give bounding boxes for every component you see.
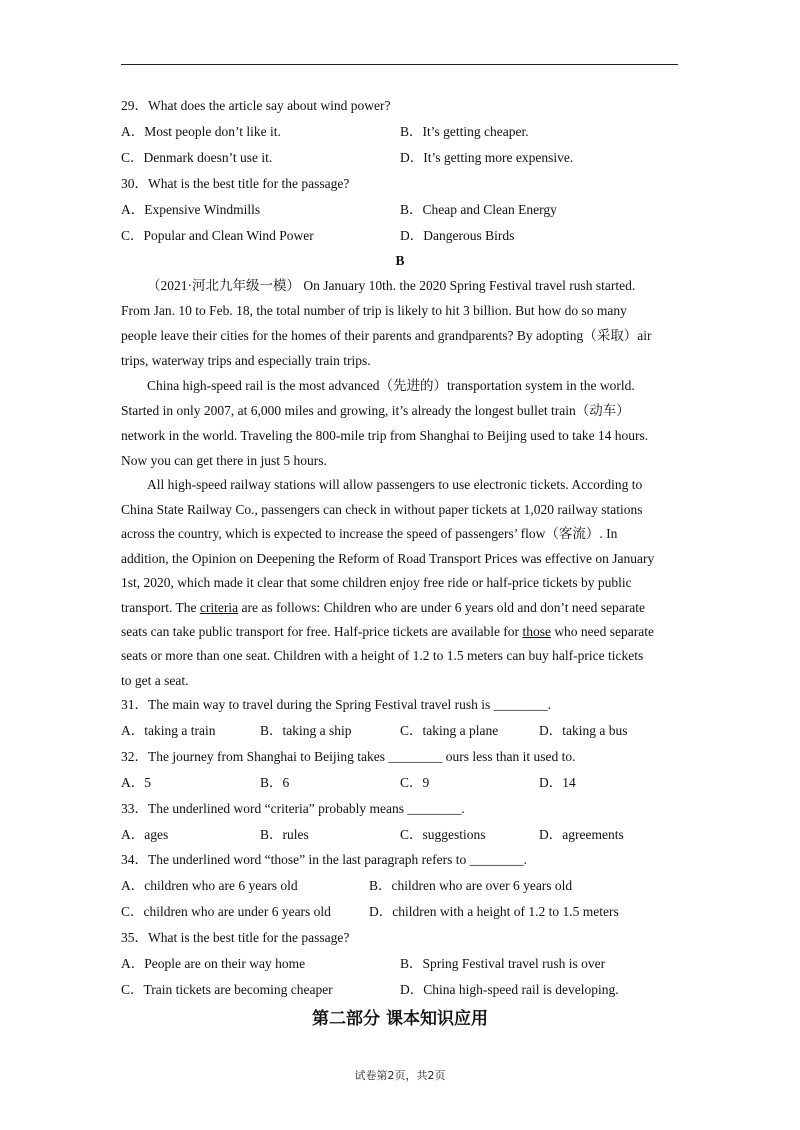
passage-p1-line1: （2021·河北九年级一模） On January 10th. the 2020 Spring Festival travel rush started. (147, 278, 636, 293)
question-31-option-d: D．taking a bus (539, 723, 628, 738)
question-33-option-c: C．suggestions (400, 827, 486, 842)
question-29-option-c: C．Denmark doesn’t use it. (121, 150, 273, 165)
question-34-option-c: C．children who are under 6 years old (121, 904, 331, 919)
question-29-option-d: D．It’s getting more expensive. (400, 150, 574, 165)
question-32-option-b: B．6 (260, 775, 290, 790)
header-rule (121, 64, 678, 65)
question-32-option-c: C．9 (400, 775, 430, 790)
question-35-option-a: A．People are on their way home (121, 956, 306, 971)
passage-p3-line7 (121, 623, 654, 641)
question-30-stem: 30．What is the best title for the passage? (121, 176, 350, 191)
question-30-option-b: B．Cheap and Clean Energy (400, 202, 557, 217)
line-text: seats can take public transport for free. Half-price tickets are available for (121, 624, 523, 639)
question-30-option-c: C．Popular and Clean Wind Power (121, 228, 314, 243)
question-34-option-a: A．children who are 6 years old (121, 878, 298, 893)
passage-p2-line2: Started in only 2007, at 6,000 miles and growing, it’s already the longest bullet train（动车） (121, 403, 630, 418)
passage-p3-line6 (121, 599, 645, 617)
question-35-option-c: C．Train tickets are becoming cheaper (121, 982, 333, 997)
part-two-heading: 第二部分 课本知识应用 (312, 1009, 488, 1029)
question-33-option-d: D．agreements (539, 827, 624, 842)
passage-p3-line8: seats or more than one seat. Children with a height of 1.2 to 1.5 meters can buy half-price tickets (121, 648, 644, 663)
passage-p3-line2: China State Railway Co., passengers can check in without paper tickets at 1,020 railway stations (121, 502, 643, 517)
section-b-heading: B (395, 253, 405, 268)
question-32-stem: 32．The journey from Shanghai to Beijing takes ________ ours less than it used to. (121, 749, 576, 764)
question-30-option-d: D．Dangerous Birds (400, 228, 515, 243)
passage-p3-line4: addition, the Opinion on Deepening the Reform of Road Transport Prices was effective on January (121, 551, 655, 566)
question-34-stem: 34．The underlined word “those” in the last paragraph refers to ________. (121, 852, 528, 867)
passage-p1-line3: people leave their cities for the homes of their parents and grandparents? By adopting（采取）air (121, 328, 652, 343)
passage-p1-line4: trips, waterway trips and especially train trips. (121, 353, 371, 368)
question-31-option-b: B．taking a ship (260, 723, 352, 738)
passage-p3-line9: to get a seat. (121, 673, 189, 688)
question-35-stem: 35．What is the best title for the passage? (121, 930, 350, 945)
question-34-option-b: B．children who are over 6 years old (369, 878, 573, 893)
question-33-option-b: B．rules (260, 827, 309, 842)
passage-p2-line4: Now you can get there in just 5 hours. (121, 453, 327, 468)
passage-p3-line3: across the country, which is expected to increase the speed of passengers’ flow（客流）. In (121, 526, 618, 541)
question-32-option-d: D．14 (539, 775, 576, 790)
question-29-option-a: A．Most people don’t like it. (121, 124, 281, 139)
page-footer: 试卷第2页，共2页 (354, 1069, 446, 1082)
passage-p3-line5: 1st, 2020, which made it clear that some children enjoy free ride or half-price tickets by public (121, 575, 632, 590)
question-31-option-a: A．taking a train (121, 723, 216, 738)
question-29-stem: 29．What does the article say about wind power? (121, 98, 391, 113)
underlined-word-those: those (522, 624, 551, 639)
line-text: are as follows: Children who are under 6 years old and don’t need separate (238, 600, 645, 615)
underlined-word-criteria: criteria (199, 600, 239, 615)
question-33-option-a: A．ages (121, 827, 169, 842)
question-33-stem: 33．The underlined word “criteria” probably means ________. (121, 801, 465, 816)
question-35-option-d: D．China high-speed rail is developing. (400, 982, 619, 997)
question-34-option-d: D．children with a height of 1.2 to 1.5 meters (369, 904, 619, 919)
question-31-option-c: C．taking a plane (400, 723, 499, 738)
question-29-option-b: B．It’s getting cheaper. (400, 124, 529, 139)
passage-p2-line3: network in the world. Traveling the 800-mile trip from Shanghai to Beijing used to take 14 hours. (121, 428, 649, 443)
line-text: transport. The (121, 600, 200, 615)
question-31-stem: 31．The main way to travel during the Spring Festival travel rush is ________. (121, 697, 552, 712)
passage-p1-line2: From Jan. 10 to Feb. 18, the total number of trip is likely to hit 3 billion. But how do so many (121, 303, 627, 318)
question-32-option-a: A．5 (121, 775, 151, 790)
passage-p2-line1: China high-speed rail is the most advanced（先进的）transportation system in the world. (147, 378, 635, 393)
line-text: who need separate (550, 624, 655, 639)
question-35-option-b: B．Spring Festival travel rush is over (400, 956, 606, 971)
question-30-option-a: A．Expensive Windmills (121, 202, 261, 217)
passage-p3-line1: All high-speed railway stations will allow passengers to use electronic tickets. According to (147, 477, 643, 492)
